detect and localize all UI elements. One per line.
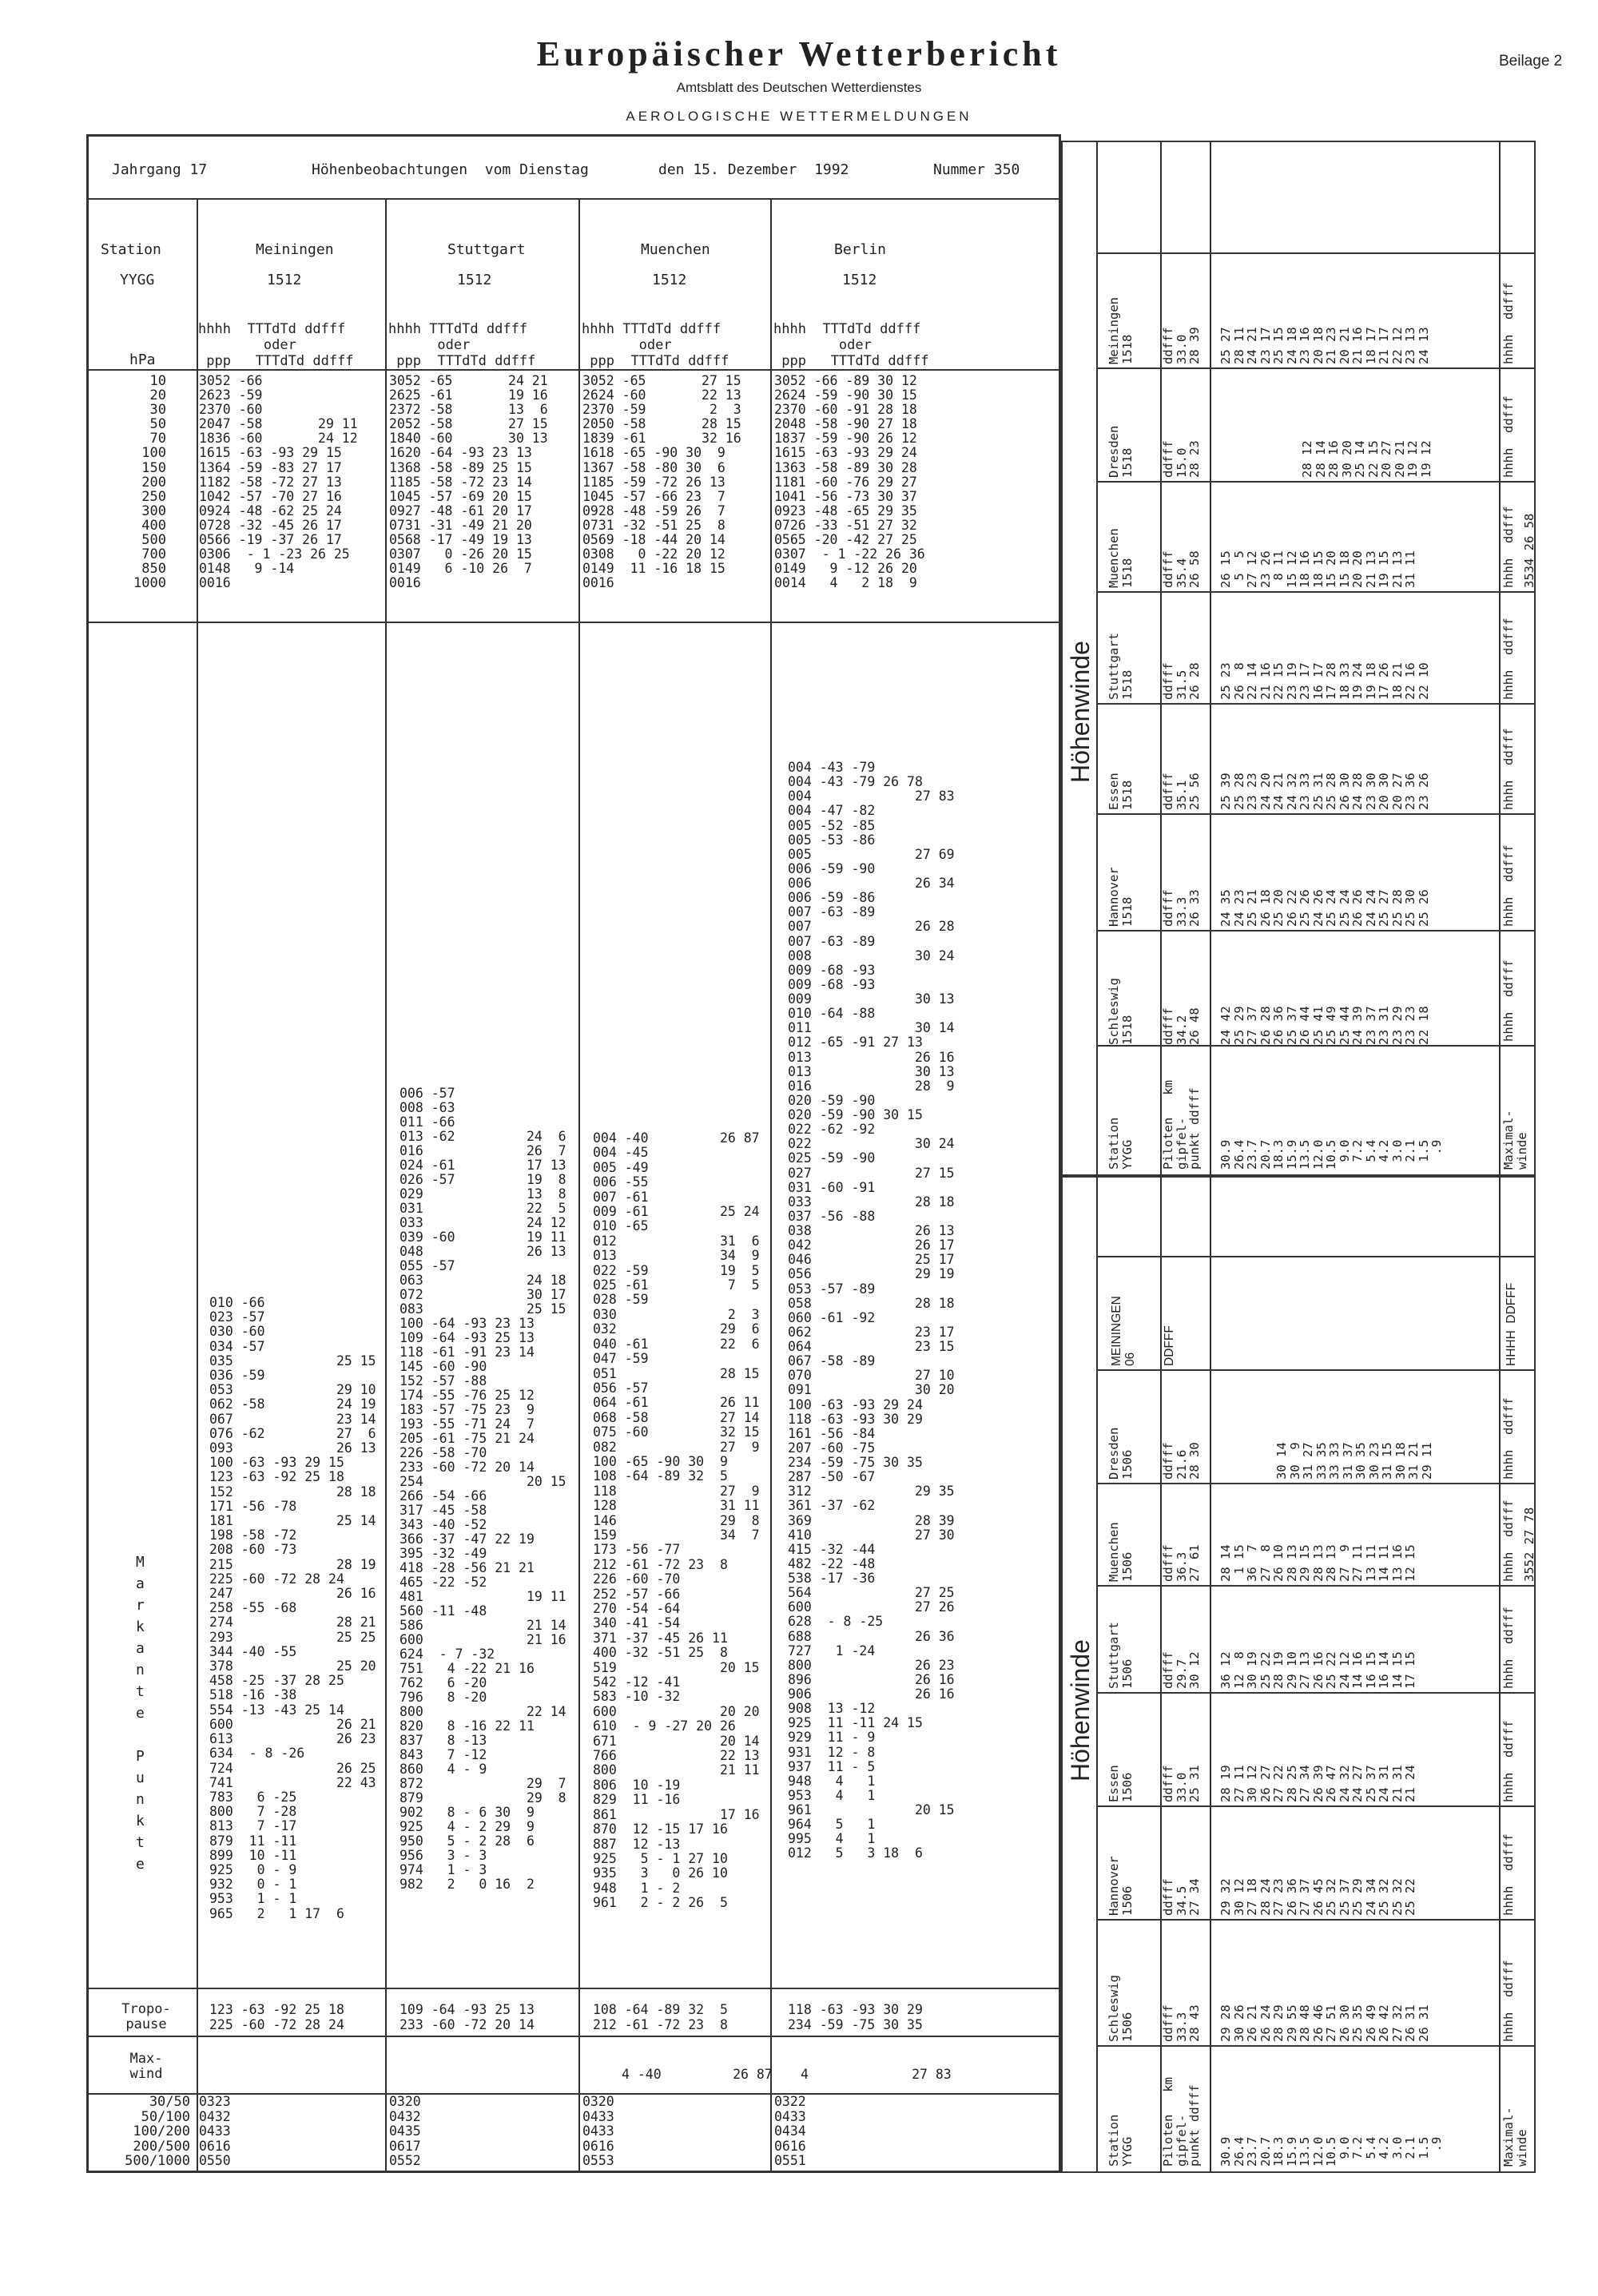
- upper-muenchen-foot: hhhh ddfff: [1501, 506, 1516, 588]
- markante-stuttgart: 006 -57 008 -63 011 -66 013 -62 24 6 016 26 7 024 -61 17 13 026 -57 19 8 029 13 8 031 22 5 033 24 12 039 -60 19 11 048 26 13 055 -57 063 24 18 072 30 17 083 25 15 100 -64 -93 23 13 109 -64 -93 25 13 118 -61 -91 23 14 145 -60 -90 152 -57 -88 174 -55 -76 25 12 183 -57 -75 23 9 193 -55 -71 24 7 205 -61 -75 21 24 226 -58 -70 233 -60 -72 20 14 254 20 15 266 -54 -66 317 -45 -58 343 -40 -52 366 -37 -47 22 19 395 -32 -49 418 -28 -56 21 21 465 -22 -52 481 19 11 560 -11 -48 586 21 14 600 21 16 624 - 7 -32 751 4 -22 21 16 762 6 -20 796 8 -20 800 22 14 820 8 -16 22 11 837 8 -13 843 7 -12 860 4 - 9 872 29 7 879 29 8 902 8 - 6 30 9 925 4 - 2 29 9 950 5 - 2 28 6 956 3 - 3 974 1 - 3 982 2 0 16 2: [400, 1086, 566, 1892]
- markante-punkte-label: M a r k a n t e P u n k t e: [136, 1554, 145, 1873]
- lower-dresden-foot: hhhh ddfff: [1501, 1397, 1516, 1480]
- upper-essen-sub: ddfff 35.1 25 56: [1161, 773, 1202, 810]
- upper-stuttgart-vals: 25 23 26 8 22 14 21 16 22 15 23 19 23 17 16 17 17 28 18 33 19 24 19 18 17 26 18 21 22 16 22 10: [1218, 662, 1431, 700]
- maxwind-berlin: 4 27 83: [801, 2067, 952, 2082]
- ppp-label: ppp: [206, 353, 231, 369]
- lower-muenchen-vals: 28 14 1 15 36 7 27 8 26 10 28 13 29 15 28 13 28 13 27 9 27 11 13 11 14 11 13 16 12 15: [1218, 1544, 1417, 1582]
- upper-gipfel-values: 30.9 26.4 23.7 20.7 18.3 15.9 13.5 12.0 10.5 9.0 7.2 5.4 4.2 3.0 2.1 1.5 .9: [1218, 1139, 1444, 1170]
- lower-muenchen-extra: 3552 27 78: [1522, 1507, 1536, 1582]
- standard-meiningen: 3052 -66 2623 -59 2370 -60 2047 -58 29 11 1836 -60 24 12 1615 -63 -93 29 15 1364 -59 -83 27 17 1182 -58 -72 27 13 1042 -57 -70 27 16 0924 -48 -62 25 24 0728 -32 -45 26 17 0566 -19 -37 26 17 0306 - 1 -23 26 25 0148 9 -14 0016: [199, 373, 358, 591]
- upper-meiningen-head: Meiningen 1518: [1107, 297, 1135, 364]
- rule-header: [86, 369, 1061, 371]
- upper-meiningen-foot: hhhh ddfff: [1501, 282, 1516, 364]
- tropo-stuttgart: 109 -64 -93 25 13 233 -60 -72 20 14: [400, 2002, 535, 2032]
- lower-stuttgart-sub: ddfff 29.7 30 12: [1161, 1651, 1202, 1689]
- lower-dresden-sub: ddfff 21.6 28 30: [1161, 1442, 1202, 1480]
- lower-hannover-vals: 29 32 30 12 27 18 28 24 27 23 26 36 27 37 26 45 25 32 25 37 25 29 24 34 25 32 25 32 25 22: [1218, 1878, 1417, 1916]
- oder-label: oder: [263, 337, 296, 353]
- upper-stuttgart-foot: hhhh ddfff: [1501, 618, 1516, 700]
- lower-schleswig-vals: 29 28 30 26 26 21 26 24 28 29 29 55 28 48 26 46 27 51 26 30 25 35 26 49 26 42 27 32 26 31 26 31: [1218, 2004, 1431, 2042]
- layer-muenchen: 0320 0433 0433 0616 0553: [582, 2094, 614, 2168]
- lower-row-8: [1096, 2045, 1536, 2047]
- lower-row-7: [1096, 1919, 1536, 1921]
- upper-row-3: [1096, 481, 1536, 483]
- hhhh-label: hhhh: [582, 321, 614, 337]
- hhhh-label: hhhh: [198, 321, 231, 337]
- lower-schleswig-sub: ddfff 33.3 28 43: [1161, 2004, 1202, 2042]
- lower-piloten-label: Piloten km gipfel- punkt ddfff: [1161, 2077, 1202, 2167]
- tropo-muenchen: 108 -64 -89 32 5 212 -61 -72 23 8: [593, 2002, 728, 2032]
- upper-meiningen-sub: ddfff 33.0 28 39: [1161, 327, 1202, 364]
- tttdtd-label: TTTdTd: [247, 321, 296, 337]
- upper-dresden-head: Dresden 1518: [1107, 425, 1135, 478]
- oder-label: oder: [638, 337, 672, 353]
- upper-row-2: [1096, 367, 1536, 369]
- layer-stuttgart: 0320 0432 0435 0617 0552: [389, 2094, 421, 2168]
- upper-essen-vals: 25 39 25 28 23 23 24 20 24 21 24 32 23 33 25 31 25 28 26 30 24 28 23 30 20 30 20 27 23 36 23 26: [1218, 773, 1431, 810]
- ddfff-label: ddfff: [495, 353, 536, 369]
- upper-row-6: [1096, 813, 1536, 815]
- lower-row-6: [1096, 1805, 1536, 1807]
- lower-meiningen-foot: HHHH DDFFF: [1505, 1282, 1518, 1366]
- upper-schleswig-foot: hhhh ddfff: [1501, 959, 1516, 1042]
- upper-essen-head: Essen 1518: [1107, 773, 1135, 810]
- lower-station-label: Station YYGG: [1107, 2114, 1135, 2167]
- lower-hannover-sub: ddfff 34.5 27 34: [1161, 1878, 1202, 1916]
- standard-muenchen: 3052 -65 27 15 2624 -60 22 13 2370 -59 2 3 2050 -58 28 15 1839 -61 32 16 1618 -65 -90 30 9 1367 -58 -80 30 6 1185 -59 -72 26 13 1045 -57 -66 23 7 0928 -48 -59 26 7 0731 -32 -51 25 8 0569 -18 -44 20 14 0308 0 -22 20 12 0149 11 -16 18 15 0016: [582, 373, 741, 591]
- station-name-3: Muenchen: [641, 241, 710, 258]
- markante-muenchen: 004 -40 26 87 004 -45 005 -49 006 -55 007 -61 009 -61 25 24 010 -65 012 31 6 013 34 9 022 -59 19 5 025 -61 7 5 028 -59 030 2 3 032 29 6 040 -61 22 6 047 -59 051 28 15 056 -57 064 -61 26 11 068 -58 27 14 075 -60 32 15 082 27 9 100 -65 -90 30 9 108 -64 -89 32 5 118 27 9 128 31 11 146 29 8 159 34 7 173 -56 -77 212 -61 -72 23 8 226 -60 -70 252 -57 -66 270 -54 -64 340 -41 -54 371 -37 -45 26 11 400 -32 -51 25 8 519 20 15 542 -12 -41 583 -10 -32 600 20 20 610 - 9 -27 20 26 671 20 14 766 22 13 800 21 11 806 10 -19 829 11 -16 861 17 16 870 12 -15 17 16 887 12 -13 925 5 - 1 27 10 935 3 0 26 10 948 1 - 2 961 2 - 2 26 5: [593, 1130, 760, 1911]
- upper-hannover-foot: hhhh ddfff: [1501, 844, 1516, 927]
- ddfff-label: ddfff: [679, 321, 721, 337]
- rule-col-4: [770, 198, 772, 2173]
- upper-row-1: [1096, 252, 1536, 254]
- station-name-4: Berlin: [834, 241, 887, 258]
- ppp-label: ppp: [781, 353, 806, 369]
- lower-hannover-foot: hhhh ddfff: [1501, 1833, 1516, 1916]
- lower-stuttgart-vals: 36 12 12 8 30 19 25 22 28 19 29 10 27 13 26 16 25 22 24 12 14 16 16 15 16 14 14 15 17 15: [1218, 1651, 1417, 1689]
- upper-muenchen-extra: 3534 26 58: [1522, 513, 1536, 588]
- upper-sep-2: [1210, 141, 1211, 1176]
- lower-schleswig-head: Schleswig 1506: [1107, 1975, 1135, 2042]
- oder-label: oder: [838, 337, 872, 353]
- subhdr-4: [773, 305, 929, 369]
- upper-muenchen-sub: ddfff 35.4 26 58: [1161, 550, 1202, 588]
- lower-essen-vals: 28 19 27 11 30 12 26 27 27 22 28 25 27 34 26 39 26 47 24 32 24 27 25 37 24 31 21 31 21 24: [1218, 1765, 1417, 1802]
- tttdtd-label: TTTdTd: [429, 321, 479, 337]
- layer-labels: 30/50 50/100 100/200 200/500 500/1000: [125, 2094, 190, 2169]
- layer-meiningen: 0323 0432 0433 0616 0550: [199, 2094, 231, 2168]
- lower-essen-head: Essen 1506: [1107, 1765, 1135, 1802]
- maxwind-muenchen: 4 -40 26 87: [622, 2067, 773, 2082]
- lower-dresden-vals: 30 14 30 9 31 27 33 35 33 33 31 37 30 35 30 23 31 15 30 18 31 21 29 11: [1274, 1442, 1434, 1480]
- upper-essen-foot: hhhh ddfff: [1501, 728, 1516, 810]
- hpa-label: hPa: [129, 352, 156, 368]
- hoehenwinde-label-upper: Höhenwinde: [1066, 641, 1095, 783]
- oder-label: oder: [437, 337, 471, 353]
- jahrgang: Jahrgang 17: [112, 161, 208, 178]
- report-title: Europäischer Wetterbericht: [536, 34, 1062, 73]
- upper-dresden-foot: hhhh ddfff: [1501, 395, 1516, 478]
- lower-dresden-head: Dresden 1506: [1107, 1427, 1135, 1480]
- ddfff-label: ddfff: [880, 321, 921, 337]
- meta-title: Höhenbeobachtungen vom Dienstag: [312, 161, 589, 178]
- rule-markante: [86, 1988, 1061, 1989]
- lower-essen-sub: ddfff 33.0 25 31: [1161, 1765, 1202, 1802]
- lower-muenchen-sub: ddfff 36.3 27 61: [1161, 1544, 1202, 1582]
- lower-essen-foot: hhhh ddfff: [1501, 1720, 1516, 1802]
- tropopause-label: Tropo- pause: [121, 2001, 171, 2032]
- lower-row-1: [1096, 1256, 1536, 1257]
- upper-row-8: [1096, 1045, 1536, 1047]
- upper-hannover-sub: ddfff 33.3 26 33: [1161, 889, 1202, 927]
- lower-stuttgart-head: Stuttgart 1506: [1107, 1622, 1135, 1689]
- rule-meta: [86, 198, 1061, 200]
- station-yygg-3: 1512: [652, 272, 687, 288]
- layer-berlin: 0322 0433 0434 0616 0551: [774, 2094, 806, 2168]
- upper-schleswig-head: Schleswig 1518: [1107, 978, 1135, 1045]
- upper-dresden-sub: ddfff 15.0 28 23: [1161, 440, 1202, 478]
- hoehenwinde-label-lower: Höhenwinde: [1066, 1639, 1095, 1782]
- upper-stuttgart-head: Stuttgart 1518: [1107, 633, 1135, 700]
- yygg-label: YYGG: [120, 272, 155, 288]
- station-yygg-4: 1512: [842, 272, 877, 288]
- lower-meiningen-sub: DDFFF: [1163, 1325, 1176, 1366]
- subhdr-3: [582, 305, 729, 369]
- rule-col-3: [578, 198, 580, 2173]
- pressure-levels: 10 20 30 50 70 100 150 200 250 300 400 500 700 850 1000: [133, 373, 166, 592]
- station-yygg-2: 1512: [457, 272, 492, 288]
- upper-stuttgart-sub: ddfff 31.5 26 28: [1161, 662, 1202, 700]
- lower-row-3: [1096, 1483, 1536, 1484]
- lower-muenchen-head: Muenchen 1506: [1107, 1522, 1135, 1582]
- maxwind-label: Max- wind: [129, 2051, 163, 2082]
- upper-row-5: [1096, 703, 1536, 705]
- beilage-label: Beilage 2: [1499, 53, 1563, 70]
- tttdtd-label: TTTdTd: [622, 321, 672, 337]
- hhhh-label: hhhh: [388, 321, 421, 337]
- upper-dresden-vals: 28 12 28 14 28 16 30 20 25 14 22 15 20 27 20 21 19 12 19 12: [1300, 440, 1433, 478]
- lower-meiningen-head: MEININGEN 06: [1110, 1296, 1137, 1366]
- tropo-meiningen: 123 -63 -92 25 18 225 -60 -72 28 24: [209, 2002, 344, 2032]
- upper-station-label: Station YYGG: [1107, 1117, 1135, 1170]
- lower-row-2: [1096, 1369, 1536, 1371]
- upper-schleswig-vals: 24 42 25 29 27 37 26 28 26 36 25 37 26 44 25 41 25 49 25 44 24 39 23 37 23 31 23 29 23 23 22 18: [1218, 1005, 1431, 1045]
- rule-col-1: [197, 198, 198, 2173]
- hoehenwinde-label-sep: [1096, 141, 1098, 2173]
- report-subtitle: Amtsblatt des Deutschen Wetterdienstes: [676, 80, 922, 95]
- tttdtd-label: TTTdTd: [830, 353, 880, 369]
- station-name-2: Stuttgart: [447, 241, 526, 258]
- markante-berlin: 004 -43 -79 004 -43 -79 26 78 004 27 83 004 -47 -82 005 -52 -85 005 -53 -86 005 27 69 006 -59 -90 006 26 34 006 -59 -86 007 -63 -89 007 26 28 007 -63 -89 008 30 24 009 -68 -93 009 -68 -93 009 30 13 010 -64 -88 011 30 14 012 -65 -91 27 13 013 26 16 013 30 13 016 28 9 020 -59 -90 020 -59 -90 30 15 022 -62 -92 022 30 24 025 -59 -90 027 27 15 031 -60 -91 033 28 18 037 -56 -88 038 26 13 042 26 17 046 25 17 056 29 19 053 -57 -89 058 28 18 060 -61 -92 062 23 17 064 23 15 067 -58 -89 070 27 10 091 30 20 100 -63 -93 29 24 118 -63 -93 30 29 161 -56 -84 207 -60 -75 234 -59 -75 30 35 287 -50 -67 312 29 35 361 -37 -62 369 28 39 410 27 30 415 -32 -44 482 -22 -48 538 -17 -36 564 27 25 600 27 26 628 - 8 -25 688 26 36 727 1 -24 800 26 23 896 26 16 906 26 16 908 13 -12 925 11 -11 24 15 929 11 - 9 931 12 - 8 937 11 - 5 948 4 1 953 4 1 961 20 15 964 5 1 995 4 1 012 5 3 18 6: [788, 760, 955, 1861]
- meta-date: den 15. Dezember 1992: [658, 161, 849, 178]
- upper-piloten-label: Piloten km gipfel- punkt ddfff: [1161, 1080, 1202, 1170]
- rule-col-2: [385, 198, 387, 2173]
- ddfff-label: ddfff: [688, 353, 729, 369]
- upper-row-4: [1096, 591, 1536, 593]
- tropo-berlin: 118 -63 -93 30 29 234 -59 -75 30 35: [788, 2002, 923, 2032]
- ddfff-label: ddfff: [486, 321, 528, 337]
- tttdtd-label: TTTdTd: [822, 321, 872, 337]
- lower-row-4: [1096, 1585, 1536, 1587]
- ddfff-label: ddfff: [304, 321, 346, 337]
- station-label: Station: [101, 241, 161, 258]
- standard-berlin: 3052 -66 -89 30 12 2624 -59 -90 30 15 2370 -60 -91 28 18 2048 -58 -90 27 18 1837 -59 -90 26 12 1615 -63 -93 29 24 1363 -58 -89 30 28 1181 -60 -76 29 27 1041 -56 -73 30 37 0923 -48 -65 29 35 0726 -33 -51 27 32 0565 -20 -42 27 25 0307 - 1 -22 26 36 0149 9 -12 26 20 0014 4 2 18 9: [774, 373, 925, 591]
- ddfff-label: ddfff: [312, 353, 354, 369]
- lower-schleswig-foot: hhhh ddfff: [1501, 1960, 1516, 2042]
- upper-schleswig-sub: ddfff 34.2 26 48: [1161, 1007, 1202, 1045]
- upper-row-7: [1096, 930, 1536, 932]
- rule-maxwind: [86, 2093, 1061, 2095]
- upper-hannover-vals: 24 35 24 23 25 21 26 18 25 20 26 22 25 26 24 26 25 24 25 24 26 26 24 24 25 27 25 28 25 30 25 26: [1218, 889, 1431, 927]
- ddfff-label: ddfff: [888, 353, 929, 369]
- lower-stuttgart-foot: hhhh ddfff: [1501, 1607, 1516, 1689]
- lower-hannover-head: Hannover 1506: [1107, 1856, 1135, 1916]
- ppp-label: ppp: [396, 353, 421, 369]
- subhdr-1: [198, 305, 354, 369]
- tttdtd-label: TTTdTd: [630, 353, 680, 369]
- ppp-label: ppp: [590, 353, 614, 369]
- upper-sep-3: [1499, 141, 1501, 1176]
- tttdtd-label: TTTdTd: [437, 353, 487, 369]
- subhdr-2: [388, 305, 535, 369]
- rule-standard: [86, 622, 1061, 623]
- section-title: AEROLOGISCHE WETTERMELDUNGEN: [626, 109, 972, 124]
- standard-stuttgart: 3052 -65 24 21 2625 -61 19 16 2372 -58 13 6 2052 -58 27 15 1840 -60 30 13 1620 -64 -93 23 13 1368 -58 -89 25 15 1185 -58 -72 23 14 1045 -57 -69 20 15 0927 -48 -61 20 17 0731 -31 -49 21 20 0568 -17 -49 19 13 0307 0 -26 20 15 0149 6 -10 26 7 0016: [389, 373, 548, 591]
- lower-maximal-label: Maximal- winde: [1501, 2107, 1529, 2167]
- hhhh-label: hhhh: [773, 321, 806, 337]
- upper-hannover-head: Hannover 1518: [1107, 867, 1135, 927]
- upper-meiningen-vals: 25 27 28 11 24 21 23 17 25 15 24 18 23 16 20 18 21 23 20 21 21 16 18 17 21 17 22 12 23 13 24 13: [1218, 327, 1431, 364]
- tttdtd-label: TTTdTd: [255, 353, 305, 369]
- lower-gipfel-values: 30.9 26.4 23.7 20.7 18.3 15.9 13.5 12.0 10.5 9.0 7.2 5.4 4.2 3.0 2.1 1.5 .9: [1218, 2136, 1444, 2167]
- lower-sep-2: [1210, 1176, 1211, 2173]
- station-name-1: Meiningen: [256, 241, 334, 258]
- lower-sep-3: [1499, 1176, 1501, 2173]
- lower-row-5: [1096, 1692, 1536, 1694]
- station-yygg-1: 1512: [267, 272, 302, 288]
- upper-muenchen-vals: 26 15 5 5 27 12 23 26 8 11 15 12 18 16 18 15 15 20 15 18 20 20 21 13 19 15 21 13 31 11: [1218, 550, 1417, 588]
- rule-tropopause: [86, 2036, 1061, 2037]
- markante-meiningen: 010 -66 023 -57 030 -60 034 -57 035 25 15 036 -59 053 29 10 062 -58 24 19 067 23 14 076 -62 27 6 093 26 13 100 -63 -93 29 15 123 -63 -92 25 18 152 28 18 171 -56 -78 181 25 14 198 -58 -72 208 -60 -73 215 28 19 225 -60 -72 28 24 247 26 16 258 -55 -68 274 28 21 293 25 25 344 -40 -55 378 25 20 458 -25 -37 28 25 518 -16 -38 554 -13 -43 25 14 600 26 21 613 26 23 634 - 8 -26 724 26 25 741 22 43 783 6 -25 800 7 -28 813 7 -17 879 11 -11 899 10 -11 925 0 - 9 932 0 - 1 953 1 - 1 965 2 1 17 6: [209, 1295, 376, 1921]
- lower-muenchen-foot: hhhh ddfff: [1501, 1500, 1516, 1582]
- meta-nummer: Nummer 350: [933, 161, 1020, 178]
- upper-maximal-label: Maximal- winde: [1501, 1110, 1529, 1170]
- upper-muenchen-head: Muenchen 1518: [1107, 528, 1135, 588]
